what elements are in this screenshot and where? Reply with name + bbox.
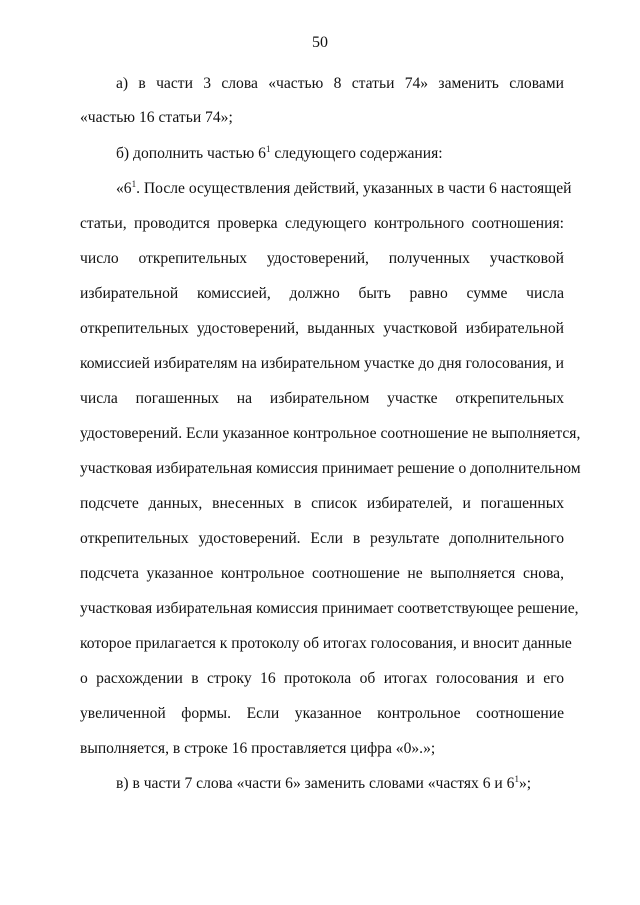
item-c-text: в) в части 7 слова «части 6» заменить словами «частях 6 и 6 [116, 775, 515, 792]
quote-superscript: 1 [131, 179, 137, 189]
item-b-text-end: следующего содержания: [270, 145, 443, 162]
quote-line: которое прилагается к протоколу об итогах голосования, и вносит данные [80, 635, 572, 652]
item-b-text: б) дополнить частью 6 [116, 145, 266, 162]
item-c-paragraph [116, 774, 564, 794]
quote-line: о расхождении в строку 16 протокола об итогах голосования и его [80, 670, 564, 687]
quote-first-text: . После осуществления действий, указанных в части 6 настоящей [136, 180, 572, 197]
item-b-paragraph [116, 144, 564, 164]
item-a-line-2: «частью 16 статьи 74»; [80, 109, 233, 126]
quote-open: «6 [116, 180, 132, 197]
quote-line-first [116, 179, 572, 199]
quote-line: число открепительных удостоверений, полученных участковой [80, 250, 564, 267]
quote-line: открепительных удостоверений. Если в результате дополнительного [80, 530, 564, 547]
quote-line: удостоверений. Если указанное контрольное соотношение не выполняется, [80, 425, 581, 442]
quote-line: избирательной комиссией, должно быть равно сумме числа [80, 285, 564, 302]
quote-line: статьи, проводится проверка следующего контрольного соотношения: [80, 215, 564, 232]
quote-line: участковая избирательная комиссия принимает решение о дополнительном [80, 460, 581, 477]
page-number: 50 [312, 34, 328, 51]
quote-line: участковая избирательная комиссия принимает соответствующее решение, [80, 600, 579, 617]
quote-line: числа погашенных на избирательном участке открепительных [80, 390, 564, 407]
item-c-text-end: »; [518, 775, 532, 792]
quote-line: подсчета указанное контрольное соотношение не выполняется снова, [80, 565, 564, 582]
quote-line: увеличенной формы. Если указанное контрольное соотношение [80, 705, 564, 722]
quote-line: открепительных удостоверений, выданных участковой избирательной [80, 320, 564, 337]
quote-line-last: выполняется, в строке 16 проставляется цифра «0».»; [80, 740, 436, 757]
item-b-superscript: 1 [265, 144, 271, 154]
quote-line: подсчете данных, внесенных в список избирателей, и погашенных [80, 495, 564, 512]
item-c-superscript: 1 [514, 774, 519, 784]
quote-line: комиссией избирателям на избирательном участке до дня голосования, и [80, 355, 564, 372]
item-a-line-1: а) в части 3 слова «частью 8 статьи 74» заменить словами [116, 75, 564, 92]
